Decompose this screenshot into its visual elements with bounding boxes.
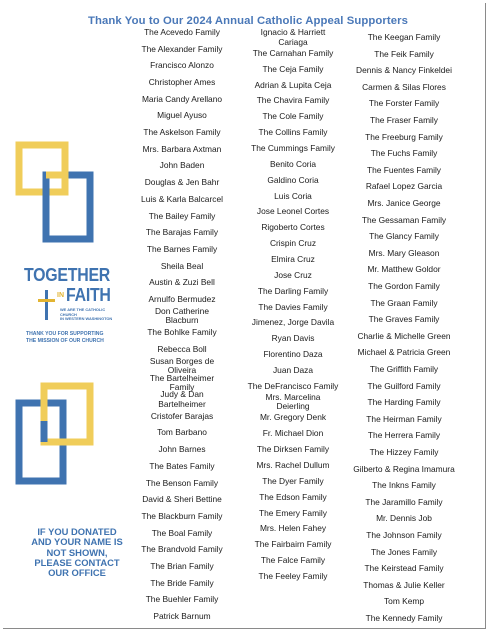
donor-name: Luis & Karla Balcarcel: [141, 193, 223, 204]
donor-name: The Griffith Family: [369, 364, 439, 374]
donor-name: Benito Coria: [269, 158, 317, 169]
donor-name: The Kennedy Family: [365, 613, 443, 623]
donor-name: Mr. Matthew Goldor: [367, 264, 441, 275]
campaign-tagline: [60, 308, 120, 322]
donor-name: The Forster Family: [368, 98, 440, 109]
donor-name: Mrs. Janice George: [367, 198, 441, 208]
donor-name: The Askelson Family: [143, 127, 221, 138]
donor-name: Mrs. Mary Gleason: [368, 247, 440, 258]
interlocking-squares-logo-top: [15, 141, 97, 247]
donor-name: Adrian & Lupita Ceja: [254, 79, 332, 90]
campaign-in: IN: [57, 292, 64, 299]
donor-name: The Acevedo Family: [144, 27, 220, 37]
donor-name: Don Catherine Blacburn: [154, 306, 209, 326]
donor-name: Crispin Cruz: [269, 238, 317, 249]
donor-name: Sheila Beal: [160, 260, 204, 271]
donor-name: The Brandvold Family: [141, 544, 223, 555]
notice-line: AND YOUR NAME IS: [31, 536, 123, 548]
donor-name: The Bates Family: [149, 460, 215, 471]
donor-name: The Bailey Family: [148, 210, 216, 221]
donor-name: Tom Barbano: [157, 427, 207, 438]
donor-name: The Bartelheimer Family: [149, 372, 215, 392]
donor-name: Charlie & Michelle Green: [357, 330, 451, 341]
donor-name: Cristofer Barajas: [150, 410, 214, 421]
donor-name: Juan Daza: [272, 364, 314, 375]
donor-name: The Brian Family: [150, 560, 214, 571]
tagline-line: IN WESTERN WASHINGTON: [60, 316, 113, 322]
donor-name: Francisco Alonzo: [150, 60, 214, 71]
contact-notice: [16, 527, 138, 578]
donor-name: John Barnes: [158, 444, 206, 455]
campaign-faith: FAITH: [66, 284, 111, 305]
donor-name: Tom Kemp: [383, 596, 425, 607]
donor-name: The Blackburn Family: [141, 510, 223, 521]
donor-name: Susan Borges de Oliveira: [149, 356, 215, 376]
donor-name: The Inkns Family: [372, 480, 436, 491]
donor-name: The Graves Family: [368, 314, 440, 325]
notice-line: OUR OFFICE: [48, 567, 106, 579]
donor-name: The Feik Family: [374, 48, 434, 59]
donor-name: Rigoberto Cortes: [261, 222, 325, 233]
donor-name: Mr. Dennis Job: [376, 513, 432, 524]
donor-name: The Dyer Family: [262, 475, 324, 486]
donor-name: The Bohlke Family: [147, 327, 217, 338]
donor-name: The Graan Family: [370, 297, 438, 308]
donor-name: The Darling Family: [257, 285, 329, 296]
donor-name: Ryan Davis: [271, 333, 315, 344]
page-title: Thank You to Our 2024 Annual Catholic Appeal Supporters: [88, 15, 408, 27]
donor-name: The DeFrancisco Family: [247, 380, 339, 391]
donor-name: Arnulfo Bermudez: [148, 293, 216, 304]
campaign-together: TOGETHER: [24, 264, 111, 285]
donor-name: The Carnahan Family: [252, 47, 334, 58]
donor-name: Florentino Daza: [263, 349, 323, 360]
donor-name: Thomas & Julie Keller: [363, 579, 445, 590]
donor-name: The Heirman Family: [366, 413, 442, 424]
interlocking-squares-logo-bottom: [15, 381, 97, 487]
donor-name: Carmen & Silas Flores: [362, 81, 446, 92]
donor-name: The Falce Family: [260, 555, 326, 566]
donor-name: The Buehler Family: [145, 594, 219, 605]
donor-name: The Fuchs Family: [370, 148, 438, 159]
donor-name: Mrs. Rachel Dullum: [256, 460, 330, 471]
donor-name: The Fairbairn Family: [254, 539, 332, 550]
donor-name: The Barnes Family: [146, 243, 218, 254]
donor-name: The Edson Family: [259, 491, 327, 502]
donor-name: Maria Candy Arellano: [141, 93, 223, 104]
donor-name: Elmira Cruz: [271, 253, 315, 264]
donor-name: The Hizzey Family: [369, 447, 439, 457]
donor-name: The Gordon Family: [368, 281, 440, 291]
tagline-line: WE ARE THE CATHOLIC CHURCH: [60, 307, 106, 317]
donor-name: Mr. Gregory Denk: [259, 412, 327, 423]
donor-name: Patrick Barnum: [153, 611, 211, 621]
donor-name: The Bride Family: [150, 577, 214, 588]
donor-name: The Feeley Family: [258, 571, 328, 581]
donor-name: The Johnson Family: [366, 530, 442, 540]
donor-name: The Collins Family: [258, 127, 328, 138]
donor-name: The Fraser Family: [370, 115, 438, 125]
donor-name: The Boal Family: [151, 527, 213, 538]
donor-name: Galdino Coria: [267, 174, 319, 185]
donor-name: The Cole Family: [262, 111, 324, 122]
notice-line: PLEASE CONTACT: [34, 556, 120, 568]
donor-name: Mrs. Barbara Axtman: [142, 143, 222, 154]
donor-name: The Keirstead Family: [364, 563, 444, 574]
donor-name: The Guilford Family: [367, 380, 441, 391]
donor-name: Gilberto & Regina Imamura: [353, 463, 455, 474]
donor-name: The Ceja Family: [262, 63, 324, 74]
donor-name: Michael & Patricia Green: [357, 347, 451, 358]
cross-icon: [38, 290, 56, 320]
donor-name: The Fuentes Family: [366, 164, 441, 175]
donor-name: The Dirksen Family: [256, 444, 330, 455]
donor-name: Jose Cruz: [274, 269, 312, 280]
donor-name: The Barajas Family: [145, 227, 219, 238]
donor-name: Jimenez, Jorge Davila: [251, 317, 335, 328]
donor-name: The Chavira Family: [256, 95, 330, 106]
donor-name: Christopher Ames: [148, 77, 216, 88]
thanks-line: THE MISSION OF OUR CHURCH: [26, 338, 104, 344]
donor-name: Ignacio & Harriett Cariaga: [260, 27, 326, 47]
donor-name: The Keegan Family: [367, 32, 441, 42]
thanks-line: THANK YOU FOR SUPPORTING: [26, 331, 104, 337]
donor-name: Rebecca Boll: [157, 344, 207, 355]
donor-name: The Glancy Family: [369, 231, 439, 242]
donor-name: The Herrera Family: [367, 430, 441, 441]
notice-line: IF YOU DONATED: [37, 526, 117, 537]
donor-name: The Cummings Family: [251, 142, 335, 153]
donor-name: Austin & Zuzi Bell: [149, 277, 215, 288]
donor-name: The Gessaman Family: [361, 214, 447, 225]
donor-name: David & Sheri Bettine: [142, 494, 222, 505]
donor-name: Miguel Ayuso: [157, 110, 207, 121]
donor-name: Dennis & Nancy Finkeldei: [356, 65, 452, 76]
donor-name: Mrs. Helen Fahey: [259, 523, 327, 534]
donor-name: The Alexander Family: [141, 43, 223, 54]
donor-name: Fr. Michael Dion: [262, 428, 324, 439]
donor-name: The Benson Family: [145, 477, 219, 488]
donor-name: Mrs. Marcelina Deierling: [265, 392, 321, 412]
notice-line: NOT SHOWN,: [46, 546, 108, 558]
donor-name: The Jones Family: [370, 546, 438, 557]
donor-name: Rafael Lopez Garcia: [365, 181, 443, 192]
donor-name: John Baden: [159, 160, 205, 171]
donor-name: The Jaramillo Family: [365, 496, 443, 507]
donor-name: The Davies Family: [258, 301, 328, 312]
donor-name: Judy & Dan Bartelheimer: [158, 389, 206, 409]
donor-name: The Freeburg Family: [365, 131, 443, 142]
donor-name: Douglas & Jen Bahr: [144, 177, 220, 188]
donor-name: Luis Coria: [274, 190, 312, 201]
donor-name: The Harding Family: [367, 397, 441, 408]
campaign-thanks: [26, 331, 136, 345]
donor-name: Jose Leonel Cortes: [256, 206, 330, 217]
donor-name: The Emery Family: [259, 507, 327, 518]
